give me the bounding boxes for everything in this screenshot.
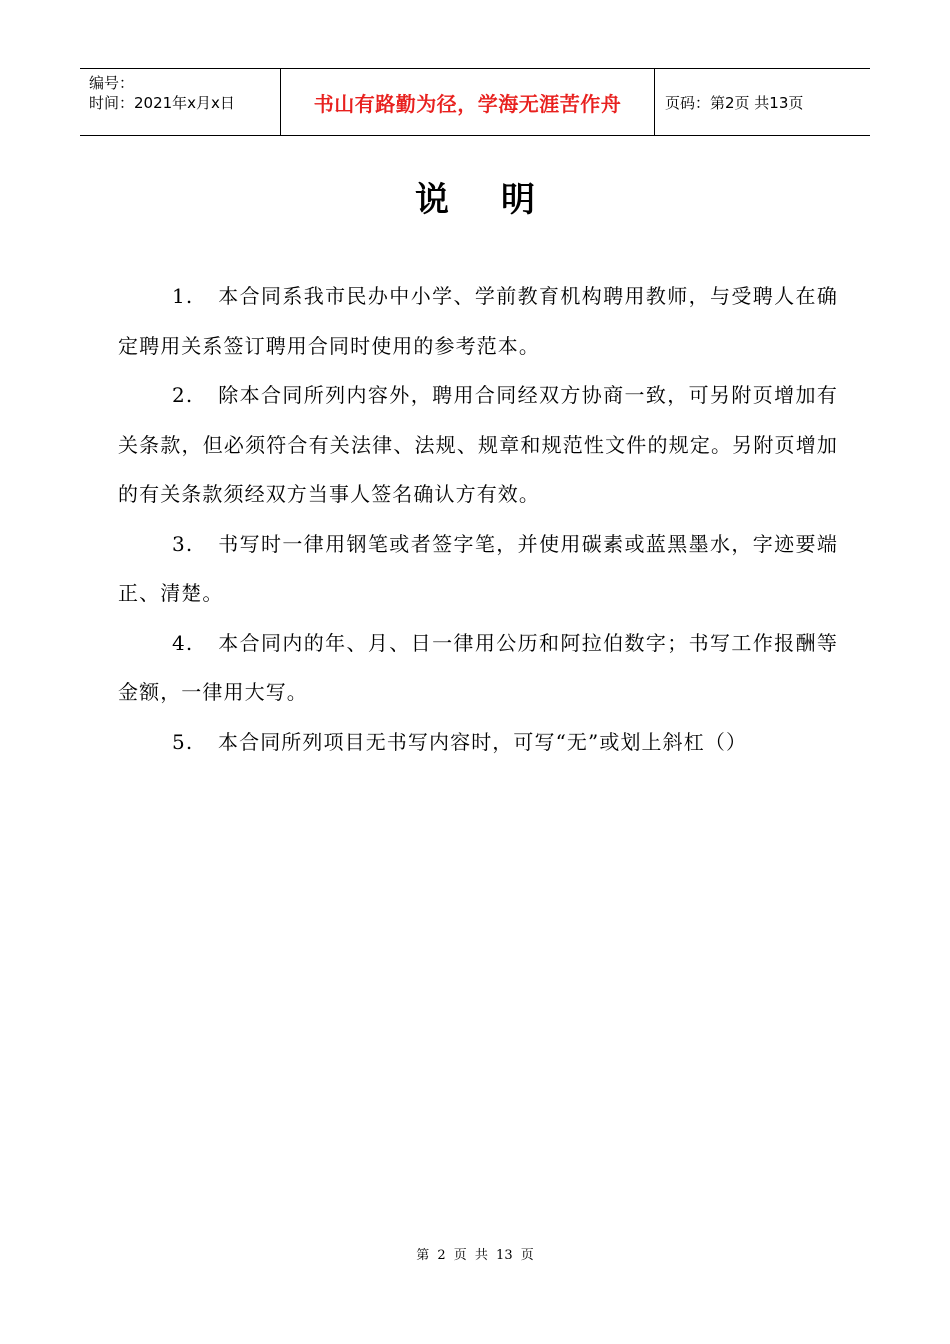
header-page-cell xyxy=(655,69,870,135)
instruction-item xyxy=(118,520,838,619)
instruction-number: 1. xyxy=(172,284,194,308)
document-date: 时间：2021年x月x日 xyxy=(89,94,235,112)
instruction-item xyxy=(118,619,838,718)
header-meta-cell xyxy=(80,69,281,135)
instruction-item xyxy=(118,272,838,371)
header-motto: 书山有路勤为径，学海无涯苦作舟 xyxy=(313,91,622,116)
instruction-number: 2. xyxy=(172,383,194,407)
instruction-text: 本合同所列项目无书写内容时，可写“无”或划上斜杠（） xyxy=(218,729,748,754)
header-table xyxy=(80,68,870,136)
header-page-info: 页码：第2页 共13页 xyxy=(665,93,804,112)
instruction-text: 本合同系我市民办中小学、学前教育机构聘用教师，与受聘人在确定聘用关系签订聘用合同时使用的参考范本。 xyxy=(118,284,838,358)
page-footer: 第 2 页 共 13 页 xyxy=(416,1248,534,1263)
page-title: 说明 xyxy=(415,180,587,220)
instruction-number: 5. xyxy=(172,729,194,754)
instructions-list xyxy=(118,272,838,767)
document-number-label: 编号： xyxy=(89,74,135,92)
instruction-text: 书写时一律用钢笔或者签字笔，并使用碳素或蓝黑墨水，字迹要端正、清楚。 xyxy=(118,531,838,605)
instruction-text: 除本合同所列内容外，聘用合同经双方协商一致，可另附页增加有关条款，但必须符合有关法律、法规、规章和规范性文件的规定。另附页增加的有关条款须经双方当事人签名确认方有效。 xyxy=(118,383,838,506)
instruction-text: 本合同内的年、月、日一律用公历和阿拉伯数字；书写工作报酬等金额，一律用大写。 xyxy=(118,630,838,704)
instruction-item xyxy=(118,371,838,520)
instruction-number: 3. xyxy=(172,531,194,556)
instruction-item xyxy=(118,718,838,768)
instruction-number: 4. xyxy=(172,630,194,655)
header-motto-cell xyxy=(281,69,655,135)
